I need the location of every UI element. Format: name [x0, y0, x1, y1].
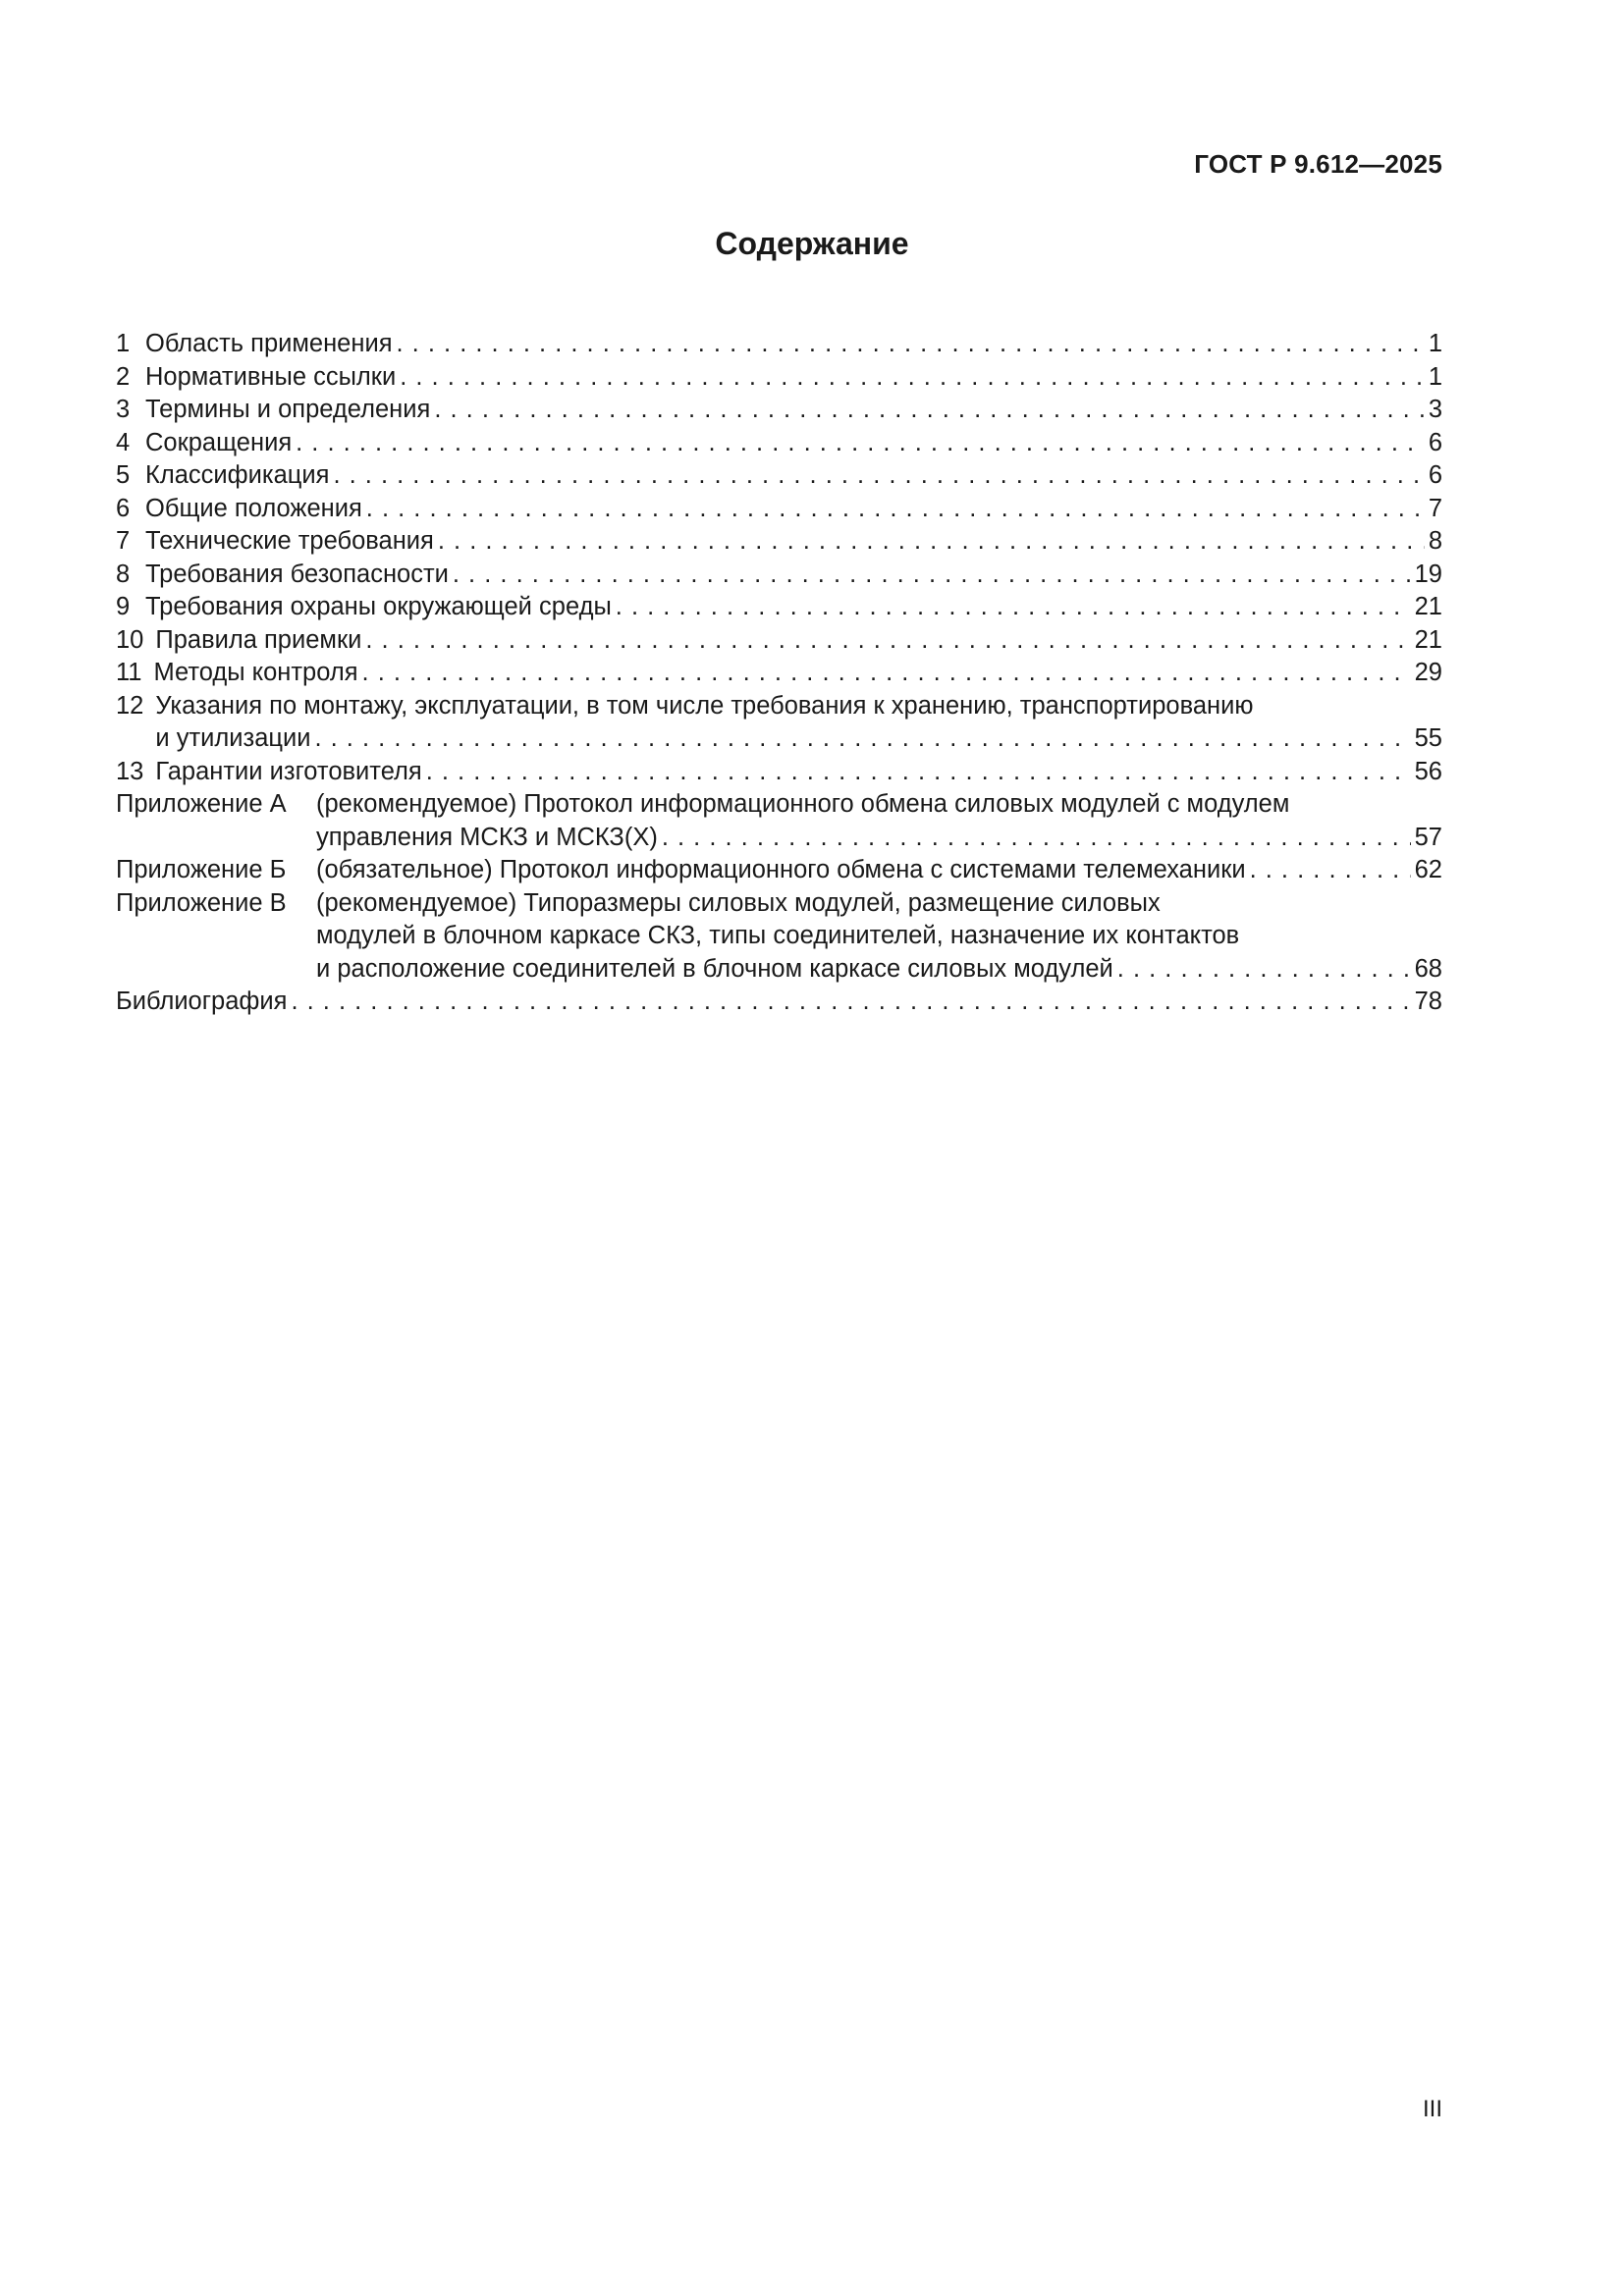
toc-entry-number: 7 [116, 527, 131, 555]
leader-dots [400, 361, 1425, 395]
toc-entry-page: 56 [1414, 757, 1442, 785]
toc-entry-title: Общие положения [145, 494, 362, 522]
toc-entry-page: 29 [1414, 659, 1442, 686]
appendix-title: (рекомендуемое) Протокол информационного обмена силовых модулей с модулем [316, 790, 1290, 818]
toc-entry-number: 10 [116, 625, 144, 654]
leader-dots [296, 427, 1425, 460]
leader-dots [434, 394, 1425, 427]
leader-dots [662, 822, 1411, 855]
toc-appendix-v[interactable] [116, 887, 1442, 987]
leader-dots [362, 657, 1411, 690]
toc-entry-page: 21 [1414, 625, 1442, 654]
page-title: Содержание [715, 226, 909, 261]
toc-entry-title: Сокращения [145, 428, 293, 456]
leader-dots [453, 559, 1411, 592]
toc-entry-number: 11 [116, 659, 142, 686]
toc-entry-number: 5 [116, 461, 131, 489]
toc-entry-number: 12 [116, 691, 144, 720]
toc-entry-page: 3 [1428, 396, 1442, 423]
toc-entry-page: 1 [1428, 362, 1442, 391]
document-code: ГОСТ Р 9.612—2025 [1194, 149, 1442, 179]
toc-entry-title: Методы контроля [153, 659, 358, 686]
toc-entry-number: 9 [116, 593, 131, 620]
table-of-contents [116, 328, 1442, 1019]
bibliography-page: 78 [1414, 988, 1442, 1015]
toc-entry-number: 1 [116, 330, 131, 357]
toc-entry-page: 19 [1414, 560, 1442, 588]
toc-entry-11[interactable] [116, 657, 1442, 690]
toc-entry-10[interactable] [116, 624, 1442, 658]
appendix-title-continued: и расположение соединителей в блочном каркасе силовых модулей [316, 954, 1113, 983]
toc-entry-number: 13 [116, 757, 144, 785]
toc-entry-page: 6 [1428, 428, 1442, 456]
toc-entry-number: 2 [116, 362, 131, 391]
toc-entry-title: Область применения [145, 330, 393, 357]
appendix-label: Приложение В [116, 888, 287, 917]
leader-dots [314, 722, 1410, 756]
appendix-label: Приложение А [116, 790, 287, 818]
toc-entry-6[interactable] [116, 493, 1442, 526]
toc-entry-page: 6 [1428, 461, 1442, 489]
leader-dots [366, 493, 1425, 526]
appendix-title: (обязательное) Протокол информационного обмена с системами телемеханики [316, 856, 1246, 883]
appendix-title-continued: управления МСКЗ и МСКЗ(Х) [316, 823, 658, 851]
toc-entry-title: Правила приемки [155, 625, 362, 654]
appendix-label: Приложение Б [116, 856, 287, 883]
toc-appendix-a[interactable] [116, 788, 1442, 854]
leader-dots [426, 756, 1411, 789]
toc-entry-page: 21 [1414, 593, 1442, 620]
page-number: III [1422, 2096, 1442, 2122]
toc-entry-title: Требования охраны окружающей среды [145, 593, 612, 620]
toc-entry-7[interactable] [116, 525, 1442, 559]
bibliography-label: Библиография [116, 988, 288, 1015]
toc-entry-page: 55 [1414, 724, 1442, 752]
leader-dots [1250, 854, 1411, 887]
toc-entry-number: 4 [116, 428, 131, 456]
appendix-title-continued: модулей в блочном каркасе СКЗ, типы соединителей, назначение их контактов [316, 922, 1240, 949]
appendix-page: 62 [1414, 856, 1442, 883]
toc-entry-5[interactable] [116, 459, 1442, 493]
toc-entry-4[interactable] [116, 427, 1442, 460]
toc-bibliography[interactable] [116, 986, 1442, 1019]
leader-dots [333, 459, 1424, 493]
leader-dots [365, 624, 1410, 658]
toc-entry-3[interactable] [116, 394, 1442, 427]
leader-dots [291, 986, 1410, 1019]
toc-entry-13[interactable] [116, 756, 1442, 789]
toc-entry-2[interactable] [116, 361, 1442, 395]
toc-entry-12[interactable] [116, 690, 1442, 756]
leader-dots [1117, 953, 1411, 987]
toc-appendix-b[interactable] [116, 854, 1442, 887]
appendix-page: 57 [1414, 823, 1442, 851]
toc-entry-8[interactable] [116, 559, 1442, 592]
appendix-title: (рекомендуемое) Типоразмеры силовых модулей, размещение силовых [316, 888, 1161, 917]
toc-entry-title: Требования безопасности [145, 560, 449, 588]
toc-entry-9[interactable] [116, 591, 1442, 624]
toc-entry-title: Гарантии изготовителя [155, 757, 422, 785]
leader-dots [438, 525, 1425, 559]
leader-dots [397, 328, 1425, 361]
toc-entry-number: 8 [116, 560, 131, 588]
toc-entry-title: Указания по монтажу, эксплуатации, в том числе требования к хранению, транспортированию [155, 691, 1254, 720]
toc-entry-page: 7 [1428, 494, 1442, 522]
toc-entry-1[interactable] [116, 328, 1442, 361]
toc-entry-title: Термины и определения [145, 396, 431, 423]
toc-entry-page: 8 [1428, 527, 1442, 555]
toc-entry-title-continued: и утилизации [155, 724, 311, 752]
leader-dots [616, 591, 1411, 624]
toc-entry-title: Технические требования [145, 527, 434, 555]
appendix-page: 68 [1414, 954, 1442, 983]
toc-entry-page: 1 [1428, 330, 1442, 357]
toc-entry-number: 6 [116, 494, 131, 522]
toc-entry-title: Нормативные ссылки [145, 362, 397, 391]
toc-entry-title: Классификация [145, 461, 330, 489]
toc-entry-number: 3 [116, 396, 131, 423]
